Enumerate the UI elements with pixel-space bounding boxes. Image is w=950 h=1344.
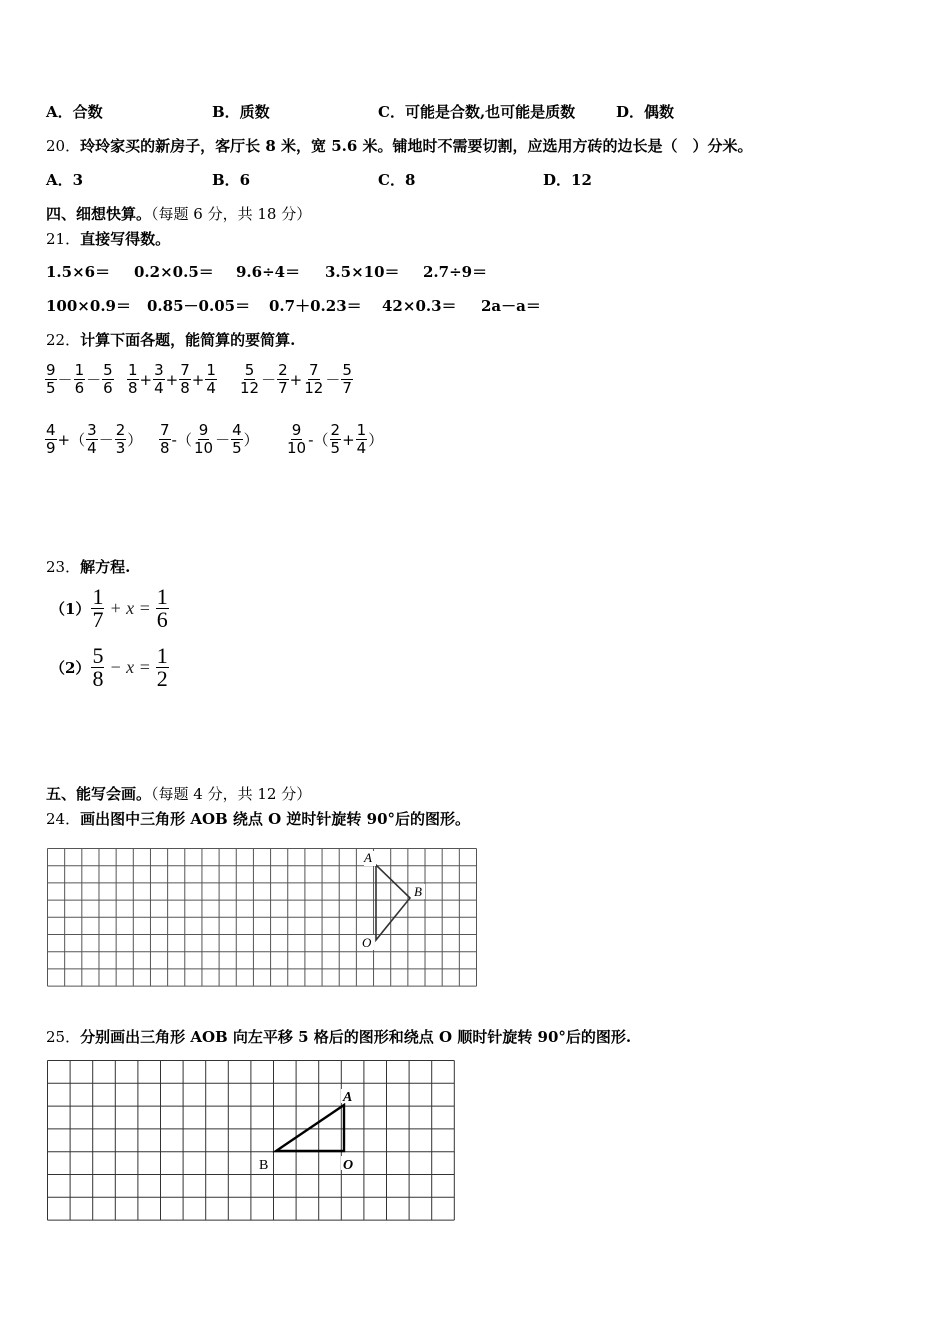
q22-expression-4: $\frac{4}{9}$ + （ $\frac{3}{4}$ － $\frac{2}{3}$ ） (46, 421, 143, 457)
section5-heading (46, 784, 311, 804)
fraction: $\frac{7}{12}$ (304, 361, 324, 397)
q25-grid-figure (46, 1058, 458, 1222)
fraction: $\frac{1}{6}$ (74, 361, 85, 397)
q22-expression-6: $\frac{9}{10}$ - （ $\frac{2}{5}$ + $\frac{1}{4}$ ） (287, 421, 384, 457)
q21-text: 直接写得数。 (80, 230, 171, 248)
q23-number: 23． (46, 558, 81, 576)
q20-question (46, 136, 753, 156)
fraction: $\frac{5}{12}$ (240, 361, 260, 397)
q20-option-d: D．12 (543, 171, 592, 189)
section4-title: 四、细想快算。 (46, 205, 152, 223)
operator: − x = (109, 657, 151, 677)
fraction: $\frac{9}{10}$ (193, 421, 214, 457)
fraction: $\frac{5}{6}$ (103, 361, 113, 397)
fraction: $\frac{1}{4}$ (206, 361, 216, 397)
fraction: $\frac{7}{8}$ (160, 421, 170, 457)
q19-option-d: D．偶数 (616, 103, 675, 121)
q19-option-a: A．合数 (46, 103, 103, 121)
q20-number: 20． (46, 137, 81, 155)
fraction: $\frac{9}{5}$ (46, 361, 56, 397)
q23-text: 解方程. (80, 558, 131, 576)
label-b: B (414, 884, 422, 899)
q22-expression-3: $\frac{5}{12}$ － $\frac{2}{7}$ + $\frac{7}{12}$ － $\frac{5}{7}$ (240, 361, 352, 397)
fraction: $\frac{1}{4}$ (356, 421, 367, 457)
fraction: $\frac{3}{4}$ (154, 361, 164, 397)
q24-grid-figure (46, 846, 482, 988)
q22-expression-2: $\frac{1}{8}$ + $\frac{3}{4}$ + $\frac{7}{8}$ + $\frac{1}{4}$ (128, 361, 216, 397)
q21-item: 0.85－0.05＝ (147, 297, 251, 315)
label-a: A (343, 1090, 353, 1105)
section4-heading (46, 204, 311, 224)
q19-option-b: B．质数 (212, 103, 270, 121)
q22-number: 22． (46, 331, 81, 349)
q21-item: 1.5×6＝ (46, 263, 111, 281)
q21-item: 0.2×0.5＝ (134, 263, 214, 281)
fraction: $\frac{1}{6}$ (156, 584, 168, 632)
fraction: $\frac{4}{5}$ (232, 421, 242, 457)
q23-question (46, 557, 130, 577)
fraction: $\frac{1}{2}$ (156, 643, 168, 691)
q23-equation-2 (50, 645, 170, 690)
fraction: $\frac{9}{10}$ (287, 421, 307, 457)
fraction: $\frac{2}{7}$ (278, 361, 288, 397)
section4-note: （每题 6 分，共 18 分） (151, 205, 312, 223)
q22-expression-1: $\frac{9}{5}$ － $\frac{1}{6}$ － $\frac{5}{6}$ (46, 361, 113, 397)
fraction: $\frac{1}{8}$ (128, 361, 138, 397)
q24-number: 24． (46, 810, 81, 828)
q22-text: 计算下面各题，能简算的要简算. (80, 331, 296, 349)
q21-number: 21． (46, 230, 81, 248)
q21-item: 2.7÷9＝ (423, 263, 488, 281)
fraction: $\frac{2}{5}$ (330, 421, 341, 457)
q21-item: 0.7＋0.23＝ (269, 297, 362, 315)
q21-item: 2a－a＝ (481, 297, 541, 315)
fraction: $\frac{2}{3}$ (115, 421, 126, 457)
fraction: $\frac{3}{4}$ (87, 421, 97, 457)
operator: + x = (109, 598, 151, 618)
section5-title: 五、能写会画。 (46, 785, 152, 803)
q20-text: 玲玲家买的新房子，客厅长 8 米，宽 5.6 米。铺地时不需要切割，应选用方砖的边长是（ ）分米。 (80, 137, 753, 155)
fraction: $\frac{1}{7}$ (92, 584, 104, 632)
q25-number: 25． (46, 1028, 81, 1046)
q25-question (46, 1027, 631, 1047)
label-o: O (362, 935, 372, 950)
q20-option-a: A．3 (46, 171, 84, 189)
q22-question (46, 330, 295, 350)
q21-question (46, 229, 170, 249)
q22-expression-5: $\frac{7}{8}$ - （ $\frac{9}{10}$ － $\frac{4}{5}$ ） (160, 421, 259, 457)
q20-option-b: B．6 (212, 171, 251, 189)
q21-item: 100×0.9＝ (46, 297, 131, 315)
q24-text: 画出图中三角形 AOB 绕点 O 逆时针旋转 90°后的图形。 (80, 810, 471, 828)
triangle-aob (276, 1105, 344, 1151)
section5-note: （每题 4 分，共 12 分） (151, 785, 312, 803)
q20-option-c: C．8 (378, 171, 416, 189)
q24-question (46, 809, 470, 829)
q23-equation-1 (50, 586, 170, 631)
label-o: O (343, 1158, 354, 1173)
q21-item: 42×0.3＝ (382, 297, 457, 315)
fraction: $\frac{4}{9}$ (46, 421, 56, 457)
label-a: A (364, 850, 372, 865)
q23-label-2: （2） (50, 658, 91, 677)
q21-item: 9.6÷4＝ (236, 263, 301, 281)
fraction: $\frac{7}{8}$ (180, 361, 190, 397)
q25-text: 分别画出三角形 AOB 向左平移 5 格后的图形和绕点 O 顺时针旋转 90°后的图形. (80, 1028, 632, 1046)
q19-option-c: C．可能是合数,也可能是质数 (378, 103, 576, 121)
label-b: B (259, 1158, 269, 1173)
fraction: $\frac{5}{7}$ (342, 361, 352, 397)
triangle-aob (376, 865, 410, 940)
q23-label-1: （1） (50, 599, 91, 618)
fraction: $\frac{5}{8}$ (92, 643, 104, 691)
q21-item: 3.5×10＝ (325, 263, 400, 281)
